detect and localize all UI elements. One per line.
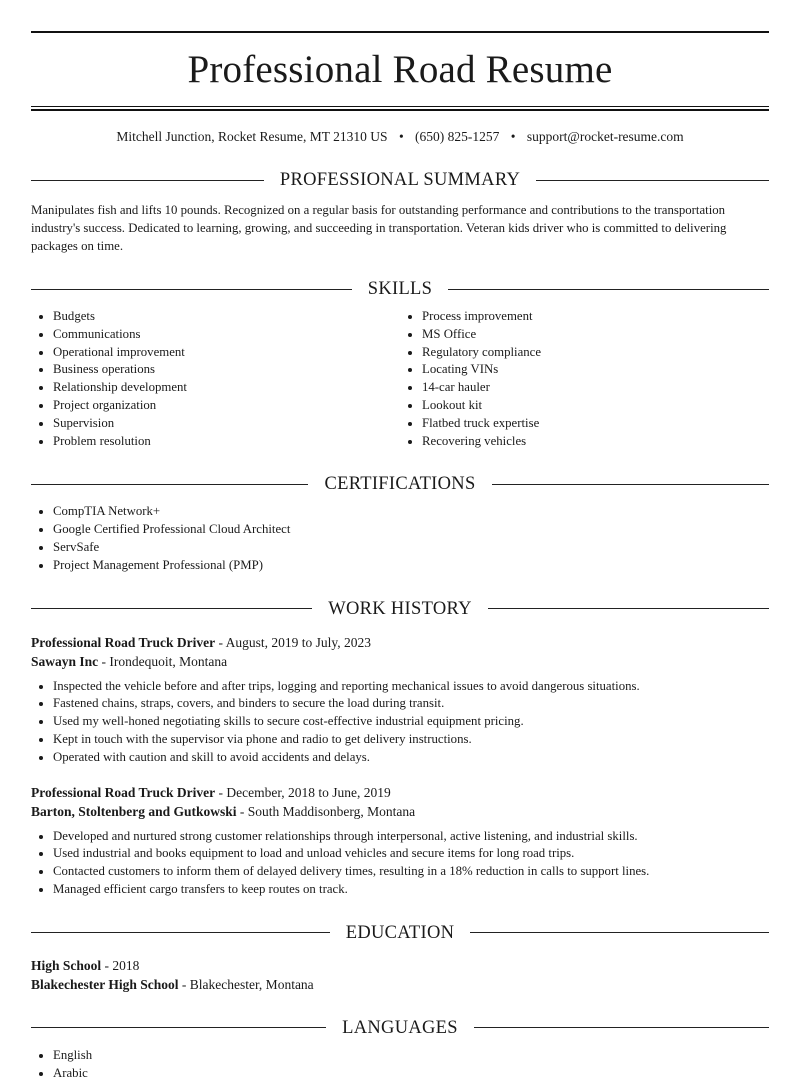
- contact-separator: •: [510, 129, 516, 144]
- job-bullets: [31, 828, 769, 899]
- heading-rule: [31, 289, 352, 290]
- languages-heading: LANGUAGES: [342, 1017, 458, 1038]
- work-section-heading: [31, 597, 769, 621]
- skill-item: • Operational improvement: [53, 344, 400, 362]
- skill-item: • Process improvement: [422, 308, 769, 326]
- job-bullets: [31, 678, 769, 767]
- job-title-line: [31, 783, 769, 802]
- heading-rule: [31, 932, 330, 933]
- title-double-rule: [31, 106, 769, 111]
- skills-heading: SKILLS: [367, 279, 433, 299]
- contact-phone: (650) 825-1257: [415, 129, 500, 144]
- skill-item: • Business operations: [53, 361, 400, 379]
- skill-item: • Communications: [53, 326, 400, 344]
- job-title: Professional Road Truck Driver: [31, 634, 216, 650]
- heading-rule: [488, 608, 769, 609]
- education-degree: High School: [31, 957, 102, 973]
- summary-heading: PROFESSIONAL SUMMARY: [279, 170, 521, 190]
- summary-section-heading: [31, 168, 769, 192]
- job-company-line: [31, 802, 769, 821]
- job-bullet: • Used my well-honed negotiating skills to secure cost-effective industrial equipment pricing.: [53, 713, 769, 731]
- education-location: - Blakechester, Montana: [178, 976, 314, 992]
- skill-item: • Regulatory compliance: [422, 344, 769, 362]
- certification-item: • CompTIA Network+: [53, 503, 769, 521]
- heading-rule: [31, 1027, 326, 1028]
- job-bullet: • Used industrial and books equipment to load and unload vehicles and secure items for long road trips.: [53, 845, 769, 863]
- heading-rule: [536, 180, 769, 181]
- heading-rule: [492, 484, 769, 485]
- contact-address: Mitchell Junction, Rocket Resume, MT 21310 US: [116, 129, 388, 144]
- job-company: Sawayn Inc: [31, 653, 99, 669]
- education-school: Blakechester High School: [31, 976, 179, 992]
- heading-rule: [31, 180, 264, 181]
- certifications-list: [31, 503, 769, 574]
- certifications-section-heading: [31, 472, 769, 496]
- work-heading: WORK HISTORY: [328, 598, 472, 619]
- skill-item: • Locating VINs: [422, 361, 769, 379]
- language-item: • Arabic: [53, 1065, 769, 1082]
- contact-line: [31, 128, 769, 146]
- languages-section-heading: [31, 1016, 769, 1040]
- languages-list: [31, 1047, 769, 1082]
- skills-list-right: [400, 308, 769, 450]
- job-title-line: [31, 633, 769, 652]
- job-bullet: • Kept in touch with the supervisor via phone and radio to get delivery instructions.: [53, 731, 769, 749]
- job-bullet: • Managed efficient cargo transfers to keep routes on track.: [53, 881, 769, 899]
- skills-section-heading: [31, 277, 769, 301]
- contact-separator: •: [398, 129, 404, 144]
- certification-item: • Project Management Professional (PMP): [53, 557, 769, 575]
- job-location: - South Maddisonberg, Montana: [236, 803, 416, 819]
- education-entry: [31, 956, 769, 994]
- skill-item: • MS Office: [422, 326, 769, 344]
- heading-rule: [31, 484, 308, 485]
- education-heading: EDUCATION: [345, 922, 455, 943]
- resume-title: Professional Road Resume: [187, 48, 613, 91]
- education-year: - 2018: [101, 957, 140, 973]
- skills-list-left: [31, 308, 400, 450]
- job-entry: [31, 633, 769, 767]
- education-degree-line: [31, 956, 769, 975]
- job-bullet: • Developed and nurtured strong customer relationships through interpersonal, active listening, and industrial skills.: [53, 828, 769, 846]
- heading-rule: [470, 932, 769, 933]
- job-bullet: • Operated with caution and skill to avoid accidents and delays.: [53, 749, 769, 767]
- skill-item: • Recovering vehicles: [422, 433, 769, 451]
- job-bullet: • Contacted customers to inform them of delayed delivery times, resulting in a 18% reduction in calls to support lines.: [53, 863, 769, 881]
- job-bullet: • Fastened chains, straps, covers, and binders to secure the load during transit.: [53, 695, 769, 713]
- education-school-line: [31, 975, 769, 994]
- job-entry: [31, 783, 769, 899]
- job-company-line: [31, 652, 769, 671]
- summary-text: Manipulates fish and lifts 10 pounds. Recognized on a regular basis for outstanding performance and contributions to the transportation industry's success. Dedicated to learning, growing, and succeeding in transportation. Veteran kids driver who is committed to delivering packages on time.: [31, 203, 727, 253]
- job-company: Barton, Stoltenberg and Gutkowski: [31, 803, 237, 819]
- heading-rule: [31, 608, 312, 609]
- heading-rule: [474, 1027, 769, 1028]
- certification-item: • Google Certified Professional Cloud Architect: [53, 521, 769, 539]
- job-title: Professional Road Truck Driver: [31, 784, 216, 800]
- heading-rule: [448, 289, 769, 290]
- skill-item: • Project organization: [53, 397, 400, 415]
- job-bullet: • Inspected the vehicle before and after trips, logging and reporting mechanical issues to avoid dangerous situations.: [53, 678, 769, 696]
- certification-item: • ServSafe: [53, 539, 769, 557]
- certifications-heading: CERTIFICATIONS: [324, 474, 476, 495]
- resume-page: [31, 0, 769, 1082]
- skill-item: • 14-car hauler: [422, 379, 769, 397]
- skill-item: • Flatbed truck expertise: [422, 415, 769, 433]
- skill-item: • Relationship development: [53, 379, 400, 397]
- skills-columns: [31, 301, 769, 450]
- job-location: - Irondequoit, Montana: [98, 653, 228, 669]
- job-dates: - December, 2018 to June, 2019: [215, 784, 391, 800]
- contact-email: support@rocket-resume.com: [526, 129, 684, 144]
- job-dates: - August, 2019 to July, 2023: [215, 634, 372, 650]
- skill-item: • Budgets: [53, 308, 400, 326]
- skill-item: • Supervision: [53, 415, 400, 433]
- top-rule: [31, 31, 769, 33]
- education-section-heading: [31, 921, 769, 945]
- skill-item: • Problem resolution: [53, 433, 400, 451]
- language-item: • English: [53, 1047, 769, 1065]
- skill-item: • Lookout kit: [422, 397, 769, 415]
